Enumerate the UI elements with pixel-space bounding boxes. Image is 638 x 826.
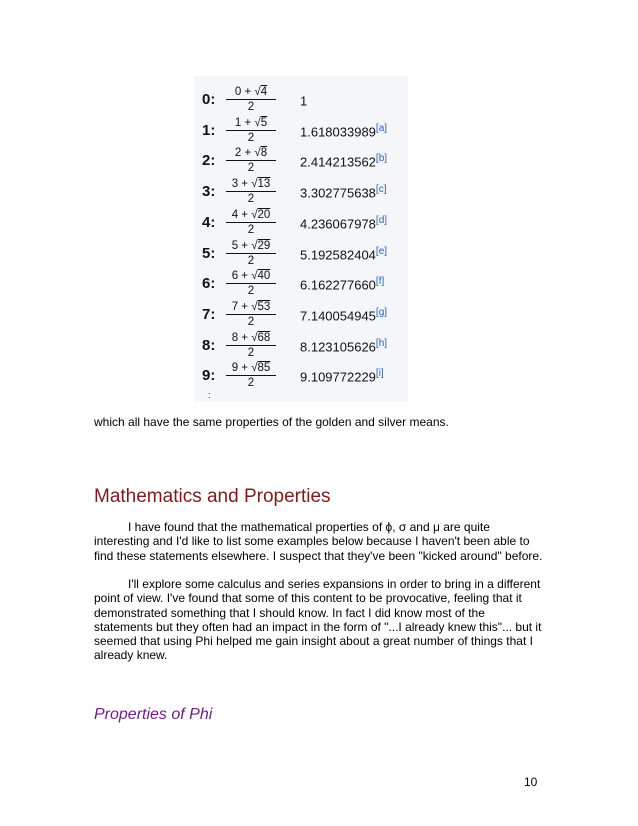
mean-value (300, 92, 307, 108)
mean-value (300, 338, 387, 354)
mean-value (300, 184, 386, 200)
row-index: 0: (202, 91, 216, 108)
mean-value-number: 7.140054945 (300, 308, 376, 324)
metallic-means-table (194, 76, 408, 402)
mean-value (300, 123, 387, 139)
row-index: 7: (202, 305, 216, 323)
fraction-numerator (226, 270, 276, 284)
fraction-expression (226, 178, 276, 205)
fraction-expression (226, 362, 276, 389)
numerator-term: 9 + (231, 362, 252, 375)
section-heading: Mathematics and Properties (94, 486, 331, 507)
sqrt-icon: √ (251, 178, 258, 191)
fraction-denominator: 2 (247, 346, 255, 359)
mean-value-number: 1 (300, 93, 308, 109)
numerator-term: 4 + (231, 208, 252, 221)
radicand: 20 (257, 208, 271, 221)
fraction-numerator (226, 209, 276, 223)
fraction-numerator (226, 178, 276, 192)
reference-link[interactable]: [a] (375, 122, 388, 134)
mean-value-number: 3.302775638 (300, 185, 376, 201)
fraction-expression (226, 147, 276, 174)
table-row (194, 115, 408, 145)
mean-value (300, 368, 384, 384)
reference-link[interactable]: [i] (375, 368, 384, 380)
row-index: 8: (202, 336, 216, 354)
fraction-expression (226, 270, 276, 297)
fraction-expression (226, 332, 276, 359)
mean-value-number: 4.236067978 (300, 216, 376, 232)
paragraph-2 (94, 577, 546, 663)
sqrt-icon: √ (251, 300, 258, 313)
row-index: 6: (202, 275, 216, 293)
sqrt-icon: √ (251, 331, 258, 344)
row-index: 1: (202, 121, 216, 139)
mean-value-number: 9.109772229 (300, 369, 376, 385)
fraction-numerator (226, 240, 276, 254)
fraction-denominator: 2 (247, 223, 255, 236)
radicand: 8 (260, 147, 268, 160)
reference-link[interactable]: [c] (375, 184, 387, 196)
table-continuation: : (208, 390, 211, 400)
row-index: 3: (202, 183, 216, 201)
mean-value (300, 276, 384, 292)
sqrt-icon: √ (254, 147, 261, 160)
table-row (194, 207, 408, 237)
table-row (194, 145, 408, 175)
fraction-numerator (226, 117, 276, 131)
radicand: 40 (257, 270, 271, 283)
fraction-numerator (226, 147, 276, 161)
sqrt-icon: √ (251, 270, 258, 283)
fraction-numerator (226, 301, 276, 315)
mean-value-number: 6.162277660 (300, 277, 376, 293)
radicand: 68 (257, 331, 271, 344)
paragraph-1-text: I have found that the mathematical properties of ϕ, σ and μ are quite interesting and I'd like to list some examples below because I haven't been able to find these statements elsewhere. I suspect that they've been "kicked around" before. (94, 520, 543, 563)
mean-value (300, 153, 387, 169)
numerator-term: 6 + (231, 270, 252, 283)
fraction-denominator: 2 (247, 131, 255, 144)
fraction-denominator: 2 (247, 101, 255, 113)
fraction-denominator: 2 (247, 254, 255, 267)
numerator-term: 3 + (231, 178, 252, 191)
row-index: 9: (202, 367, 216, 385)
reference-link[interactable]: [g] (375, 306, 388, 318)
row-index: 5: (202, 244, 216, 262)
table-row (194, 299, 408, 329)
subsection-heading: Properties of Phi (94, 706, 213, 723)
fraction-expression (226, 86, 276, 113)
fraction-denominator: 2 (247, 377, 255, 390)
reference-link[interactable]: [d] (375, 214, 388, 226)
fraction-denominator: 2 (247, 193, 255, 206)
fraction-numerator (226, 362, 276, 376)
fraction-denominator: 2 (247, 285, 255, 298)
table-row (194, 84, 408, 114)
reference-link[interactable]: [e] (375, 245, 388, 257)
mean-value (300, 307, 387, 323)
mean-value-number: 2.414213562 (300, 154, 376, 170)
numerator-term: 7 + (231, 300, 252, 313)
radicand: 85 (257, 362, 271, 375)
table-row (194, 176, 408, 206)
sqrt-icon: √ (254, 86, 261, 98)
mean-value (300, 246, 387, 262)
radicand: 13 (257, 178, 271, 191)
reference-link[interactable]: [b] (375, 153, 388, 165)
sqrt-icon: √ (251, 239, 258, 252)
mean-value-number: 5.192582404 (300, 246, 376, 262)
numerator-term: 8 + (231, 331, 252, 344)
table-row (194, 360, 408, 390)
numerator-term: 2 + (234, 147, 255, 160)
row-index: 4: (202, 213, 216, 231)
table-row (194, 330, 408, 360)
mean-value-number: 8.123105626 (300, 338, 376, 354)
radicand: 4 (260, 86, 268, 98)
radicand: 53 (257, 300, 271, 313)
radicand: 5 (260, 116, 268, 129)
intro-sentence: which all have the same properties of the golden and silver means. (94, 415, 449, 429)
row-index: 2: (202, 152, 216, 170)
fraction-denominator: 2 (247, 315, 255, 328)
sqrt-icon: √ (254, 116, 261, 129)
table-row (194, 238, 408, 268)
numerator-term: 0 + (234, 86, 255, 98)
radicand: 29 (257, 239, 271, 252)
fraction-expression (226, 117, 276, 144)
fraction-numerator (226, 86, 276, 100)
fraction-expression (226, 209, 276, 236)
fraction-expression (226, 240, 276, 267)
paragraph-1 (94, 520, 546, 563)
reference-link[interactable]: [f] (375, 276, 385, 288)
fraction-expression (226, 301, 276, 328)
fraction-numerator (226, 332, 276, 346)
sqrt-icon: √ (251, 208, 258, 221)
reference-link[interactable]: [h] (375, 337, 388, 349)
mean-value-number: 1.618033989 (300, 124, 376, 140)
numerator-term: 5 + (231, 239, 252, 252)
numerator-term: 1 + (234, 116, 255, 129)
mean-value (300, 215, 387, 231)
page-number: 10 (524, 775, 538, 789)
table-row (194, 268, 408, 298)
fraction-denominator: 2 (247, 162, 255, 175)
paragraph-2-text: I'll explore some calculus and series expansions in order to bring in a different point of view. I've found that some of this content to be provocative, feeling that it demonstrated something that I should know. In fact I did know most of the statements but they often had an impact in the form of "...I already knew this"... but it seemed that using Phi helped me gain insight about a great number of things that I already knew. (94, 577, 542, 663)
sqrt-icon: √ (251, 362, 258, 375)
